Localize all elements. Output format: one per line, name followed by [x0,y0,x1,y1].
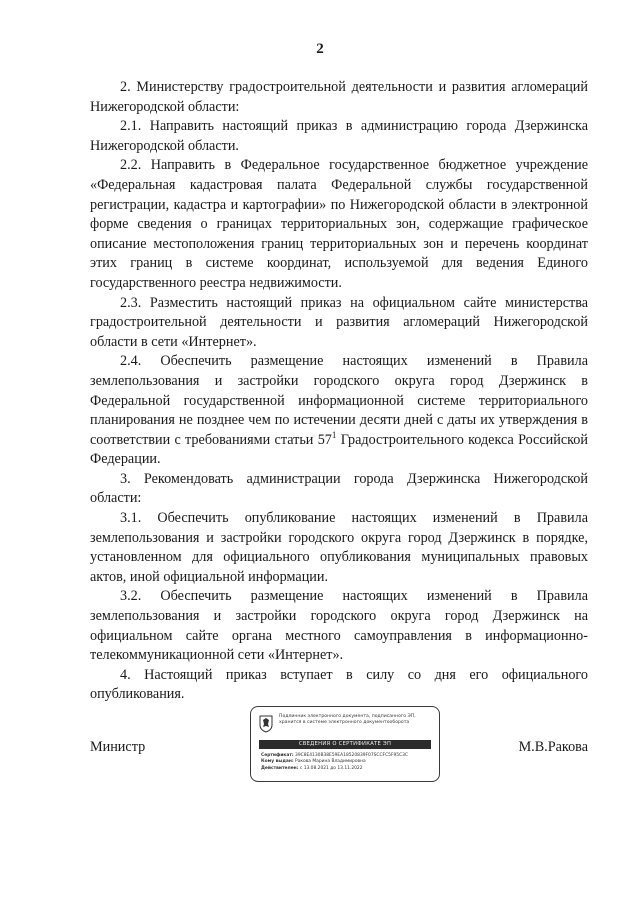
valid-label: Действителен: [261,765,299,771]
paragraph-3-1: 3.1. Обеспечить опубликование настоящих изменений в Правила землепользования и застройки городского округа город Дзержинск в порядке, установленном для официального опубликования муниципальных правовых актов, иной официальной информации. [90,510,588,585]
paragraph-3-2: 3.2. Обеспечить размещение настоящих изменений в Правила землепользования и застройки городского округа город Дзержинск на официальном сайте органа местного самоуправления в информационно-телекоммуникационной сети «Интернет». [90,588,588,664]
stamp-notice: Подлинник электронного документа, подписанного ЭП, хранится в системе электронного документооборота [279,714,416,725]
paragraph-3: 3. Рекомендовать администрации города Дзержинска Нижегородской области: [90,470,588,507]
paragraph-2-4 [90,352,588,470]
coat-of-arms-icon [259,715,273,733]
electronic-signature-stamp [250,706,440,782]
issued-to-value: Ракова Марина Владимировна [295,759,366,765]
paragraph-2-3: 2.3. Разместить настоящий приказ на официальном сайте министерства градостроительной деятельности и развития агломераций Нижегородской области в сети «Интернет». [90,294,588,350]
issued-to-label: Кому выдан: [261,759,294,765]
certificate-value: 39C8E4130B38E59EA18520839F07SCCFC5F95C3C [295,753,408,758]
certificate-label: Сертификат: [261,753,294,758]
stamp-valid-row [261,766,433,772]
valid-value: с 13.08.2021 до 13.11.2022 [299,765,363,771]
document-body [90,78,588,705]
page-number: 2 [316,41,324,57]
stamp-certificate-info [261,753,433,772]
paragraph-4: 4. Настоящий приказ вступает в силу со дня его официального опубликования. [90,666,588,703]
article-superscript: 1 [331,429,337,440]
paragraph-2-4-tail: Градостроительного кодекса Российской Федерации. [90,431,588,468]
stamp-header: СВЕДЕНИЯ О СЕРТИФИКАТЕ ЭП [259,740,431,749]
signer-name: М.В.Ракова [518,739,588,755]
paragraph-2-4-main: 2.4. Обеспечить размещение настоящих изменений в Правила землепользования и застройки городского округа город Дзержинск в Федеральной государственной информационной системе территориального планирования не позднее чем по истечении десяти дней с даты их утверждения в соответствии с требованиями статьи 57 [90,353,588,448]
paragraph-2-2: 2.2. Направить в Федеральное государственное бюджетное учреждение «Федеральная кадастровая палата Федеральной службы государственной регистрации, кадастра и картографии» по Нижегородской области в электронной форме сведения о границах территориальных зон, содержащие графическое описание местоположения границ территориальных зон и перечень координат этих границ в системе координат, используемой для ведения Единого государственного реестра недвижимости. [90,157,588,291]
paragraph-2: 2. Министерству градостроительной деятельности и развития агломераций Нижегородской области: [90,79,588,115]
signer-position: Министр [90,739,146,755]
paragraph-2-1: 2.1. Направить настоящий приказ в администрацию города Дзержинска Нижегородской области. [90,118,588,154]
